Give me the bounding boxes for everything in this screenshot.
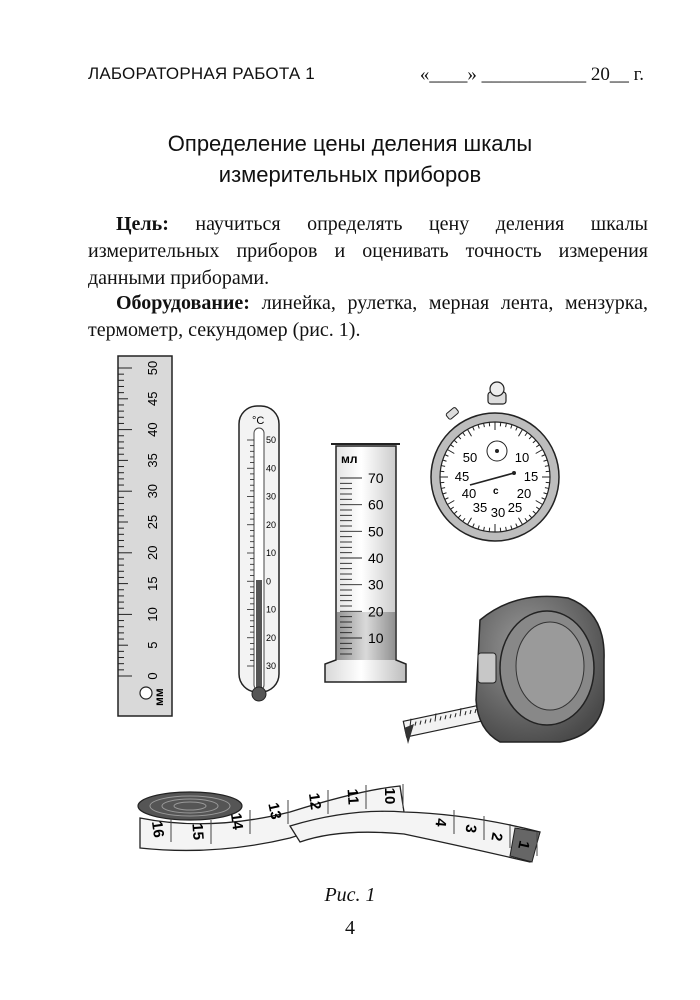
ruler-label: 0 (145, 672, 160, 680)
tape-label: 13 (264, 801, 285, 821)
title-line-1: Определение цены деления шкалы (167, 131, 533, 156)
thermometer-label: 40 (266, 463, 277, 474)
ruler-hole (140, 687, 152, 699)
equipment-text: линейка, рулетка, мерная лента, мензурка, термометр, секундомер (рис. 1). (88, 292, 648, 341)
tape-label: 14 (226, 811, 247, 831)
stopwatch-label: 25 (507, 500, 523, 515)
ruler-label: 30 (145, 483, 160, 499)
date-line: «____» ___________ 20__ г. (419, 64, 644, 85)
thermometer-label: 30 (266, 491, 277, 502)
lab-work-title: ЛАБОРАТОРНАЯ РАБОТА 1 (88, 64, 315, 83)
thermometer-label: 20 (266, 632, 277, 643)
title-line-2: измерительных приборов (218, 162, 482, 187)
equipment-label: Оборудование: (116, 292, 250, 314)
goal-text: научиться определять цену деления шкалы измерительных приборов и оценивать точность измерения данными приборами. (88, 213, 648, 289)
tape-measure-illustration (403, 596, 604, 744)
measuring-cylinder-illustration (325, 444, 406, 682)
tape-label: 12 (304, 791, 325, 811)
tape-label: 2 (487, 831, 506, 843)
stopwatch-illustration (431, 382, 559, 541)
ruler-label: 40 (145, 422, 160, 437)
ruler-label: 50 (145, 360, 160, 376)
ruler-unit-label: мм (152, 688, 166, 706)
cylinder-unit-label: мл (341, 452, 358, 466)
tape-label: 11 (343, 788, 362, 806)
thermometer-illustration (239, 406, 279, 701)
thermometer-label: 20 (266, 519, 277, 530)
stopwatch-label: 35 (472, 500, 488, 515)
thermometer-label: 50 (266, 435, 277, 445)
thermometer-label: 0 (266, 576, 272, 587)
measuring-tape-illustration (138, 784, 540, 862)
tape-label: 10 (381, 787, 398, 805)
ruler-label: 10 (145, 607, 160, 622)
stopwatch-label: 40 (461, 486, 477, 501)
stopwatch-label: 50 (462, 450, 478, 465)
figure-caption: Рис. 1 (324, 884, 376, 906)
stopwatch-label: 30 (490, 505, 506, 520)
tape-label: 1 (514, 839, 533, 851)
ruler-label: 25 (145, 514, 160, 530)
stopwatch-label: 15 (523, 469, 539, 484)
tape-label: 3 (461, 823, 480, 834)
ruler-label: 5 (145, 641, 160, 649)
tape-label: 4 (431, 817, 450, 828)
ruler-label: 15 (145, 576, 160, 591)
stopwatch-label: 10 (514, 450, 530, 465)
cylinder-label: 60 (368, 496, 384, 513)
cylinder-label: 40 (368, 550, 384, 566)
ruler-label: 35 (145, 453, 160, 468)
tape-label: 16 (147, 819, 168, 839)
goal-label: Цель: (116, 213, 169, 235)
thermometer-label: 30 (266, 661, 277, 671)
cylinder-label: 10 (368, 630, 384, 646)
ruler-label: 20 (145, 545, 160, 561)
tape-label: 15 (188, 822, 207, 841)
cylinder-label: 20 (368, 603, 384, 620)
thermometer-label: 10 (266, 604, 277, 615)
cylinder-label: 70 (368, 470, 384, 486)
ruler-illustration (118, 356, 172, 716)
stopwatch-label: 45 (454, 469, 470, 484)
cylinder-label: 50 (368, 523, 384, 540)
thermometer-unit-label: °C (252, 415, 265, 427)
cylinder-label: 30 (368, 576, 384, 593)
stopwatch-label: 20 (516, 486, 532, 501)
stopwatch-unit-label: с (493, 486, 499, 497)
thermometer-label: 10 (266, 548, 277, 558)
page-number: 4 (345, 917, 355, 939)
ruler-label: 45 (145, 391, 160, 407)
